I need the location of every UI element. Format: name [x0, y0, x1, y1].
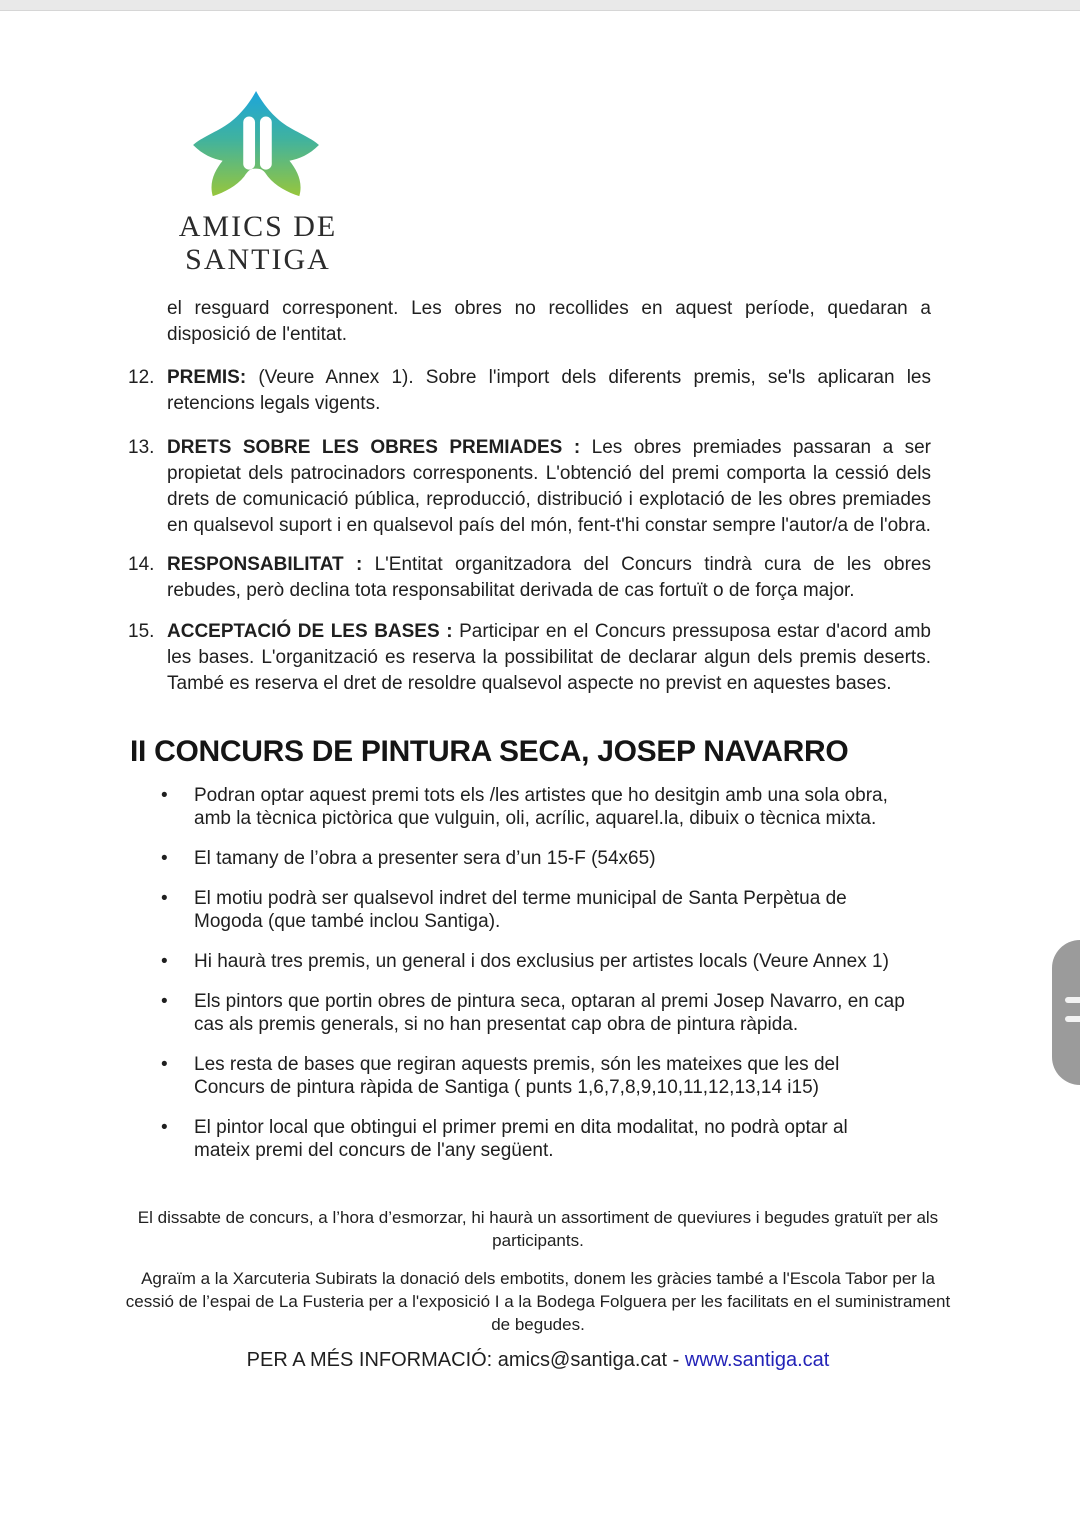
- item-text: Les obres premiades passaran a ser propietat dels patrocinadors corresponents. L'obtenció del premi comporta la cessió dels drets de comunicació pública, reproducció, distribució i explotació de les obres premiades en qualsevol suport i en qualsevol país del món, fent-t'hi constar sempre l'autor/a de l'obra.: [167, 437, 931, 536]
- handle-line-icon: [1065, 1016, 1080, 1022]
- intro-paragraph: el resguard corresponent. Les obres no recollides en aquest període, quedaran a disposició de l'entitat.: [167, 298, 931, 345]
- bullet-marker: •: [161, 1117, 168, 1138]
- section-heading: II CONCURS DE PINTURA SECA, JOSEP NAVARRO: [130, 735, 849, 768]
- item-label: RESPONSABILITAT :: [167, 554, 363, 575]
- numbered-item-13: [128, 435, 931, 539]
- edge-panel-handle[interactable]: [1052, 940, 1080, 1085]
- item-label: PREMIS:: [167, 367, 247, 388]
- bullet-item: [128, 950, 908, 973]
- handle-line-icon: [1065, 997, 1080, 1003]
- numbered-item-14: [128, 552, 931, 604]
- bullet-item: [128, 1053, 908, 1099]
- contact-line: [118, 1349, 958, 1372]
- bullet-text: El tamany de l’obra a presenter sera d’un 15-F (54x65): [194, 848, 656, 869]
- item-number: 13.: [128, 437, 155, 458]
- bullet-marker: •: [161, 1054, 168, 1075]
- bullet-marker: •: [161, 785, 168, 806]
- item-label: DRETS SOBRE LES OBRES PREMIADES :: [167, 437, 581, 458]
- item-text: L'Entitat organitzadora del Concurs tindrà cura de les obres rebudes, però declina tota responsabilitat derivada de cas fortuït o de força major.: [167, 554, 931, 601]
- item-number: 14.: [128, 554, 155, 575]
- footer-note-refreshments: El dissabte de concurs, a l’hora d’esmorzar, hi haurà un assortiment de queviures i begudes gratuït per als participants.: [137, 1208, 939, 1250]
- bullet-marker: •: [161, 848, 168, 869]
- bullet-text: Podran optar aquest premi tots els /les artistes que ho desitgin amb una sola obra, amb la tècnica pictòrica que vulguin, oli, acrílic, aquarel.la, dibuix o tècnica mixta.: [194, 785, 888, 829]
- document-body: [128, 296, 931, 1162]
- santiga-leaf-icon: [189, 88, 327, 206]
- footer-note-acknowledgements: Agraïm a la Xarcuteria Subirats la donació dels embotits, donem les gràcies també a l'Escola Tabor per la cessió de l’espai de La Fusteria per a l'exposició I a la Bodega Folguera per les facilitats en el suministrament de begudes.: [125, 1269, 951, 1334]
- item-text: (Veure Annex 1). Sobre l'import dels diferents premis, se'ls aplicaran les retencions legals vigents.: [167, 367, 931, 414]
- bullet-text: El motiu podrà ser qualsevol indret del terme municipal de Santa Perpètua de Mogoda (que també inclou Santiga).: [194, 888, 847, 932]
- bullet-item: [128, 990, 908, 1036]
- item-number: 12.: [128, 367, 155, 388]
- bullet-text: Les resta de bases que regiran aquests premis, són les mateixes que les del Concurs de pintura ràpida de Santiga ( punts 1,6,7,8,9,10,11,12,13,14 i15): [194, 1054, 840, 1098]
- logo-text-line2: SANTIGA: [185, 243, 331, 276]
- contact-prefix: PER A MÉS INFORMACIÓ: amics@santiga.cat -: [246, 1349, 685, 1371]
- bullet-item: [128, 1116, 908, 1162]
- item-label: ACCEPTACIÓ DE LES BASES :: [167, 621, 453, 642]
- logo-text-line1: AMICS DE: [178, 210, 338, 243]
- bullet-item: [128, 887, 908, 933]
- bullet-text: El pintor local que obtingui el primer premi en dita modalitat, no podrà optar al mateix premi del concurs de l'any següent.: [194, 1117, 848, 1161]
- bullet-list: [128, 784, 908, 1162]
- bullet-marker: •: [161, 888, 168, 909]
- bullet-marker: •: [161, 951, 168, 972]
- numbered-item-15: [128, 619, 931, 697]
- bullet-text: Els pintors que portin obres de pintura seca, optaran al premi Josep Navarro, en cap cas als premis generals, si no han presentat cap obra de pintura ràpida.: [194, 991, 905, 1035]
- bullet-item: [128, 784, 908, 830]
- item-text: Participar en el Concurs pressuposa estar d'acord amb les bases. L'organització es reserva la possibilitat de declarar algun dels premis deserts. També es reserva el dret de resoldre qualsevol aspecte no previst en aquestes bases.: [167, 621, 931, 694]
- bullet-marker: •: [161, 991, 168, 1012]
- item-number: 15.: [128, 621, 155, 642]
- numbered-item-12: [128, 365, 931, 417]
- bullet-item: [128, 847, 908, 870]
- top-bar: [0, 0, 1080, 11]
- bullet-text: Hi haurà tres premis, un general i dos exclusius per artistes locals (Veure Annex 1): [194, 951, 889, 972]
- website-link[interactable]: www.santiga.cat: [684, 1349, 830, 1371]
- logo: [178, 88, 338, 276]
